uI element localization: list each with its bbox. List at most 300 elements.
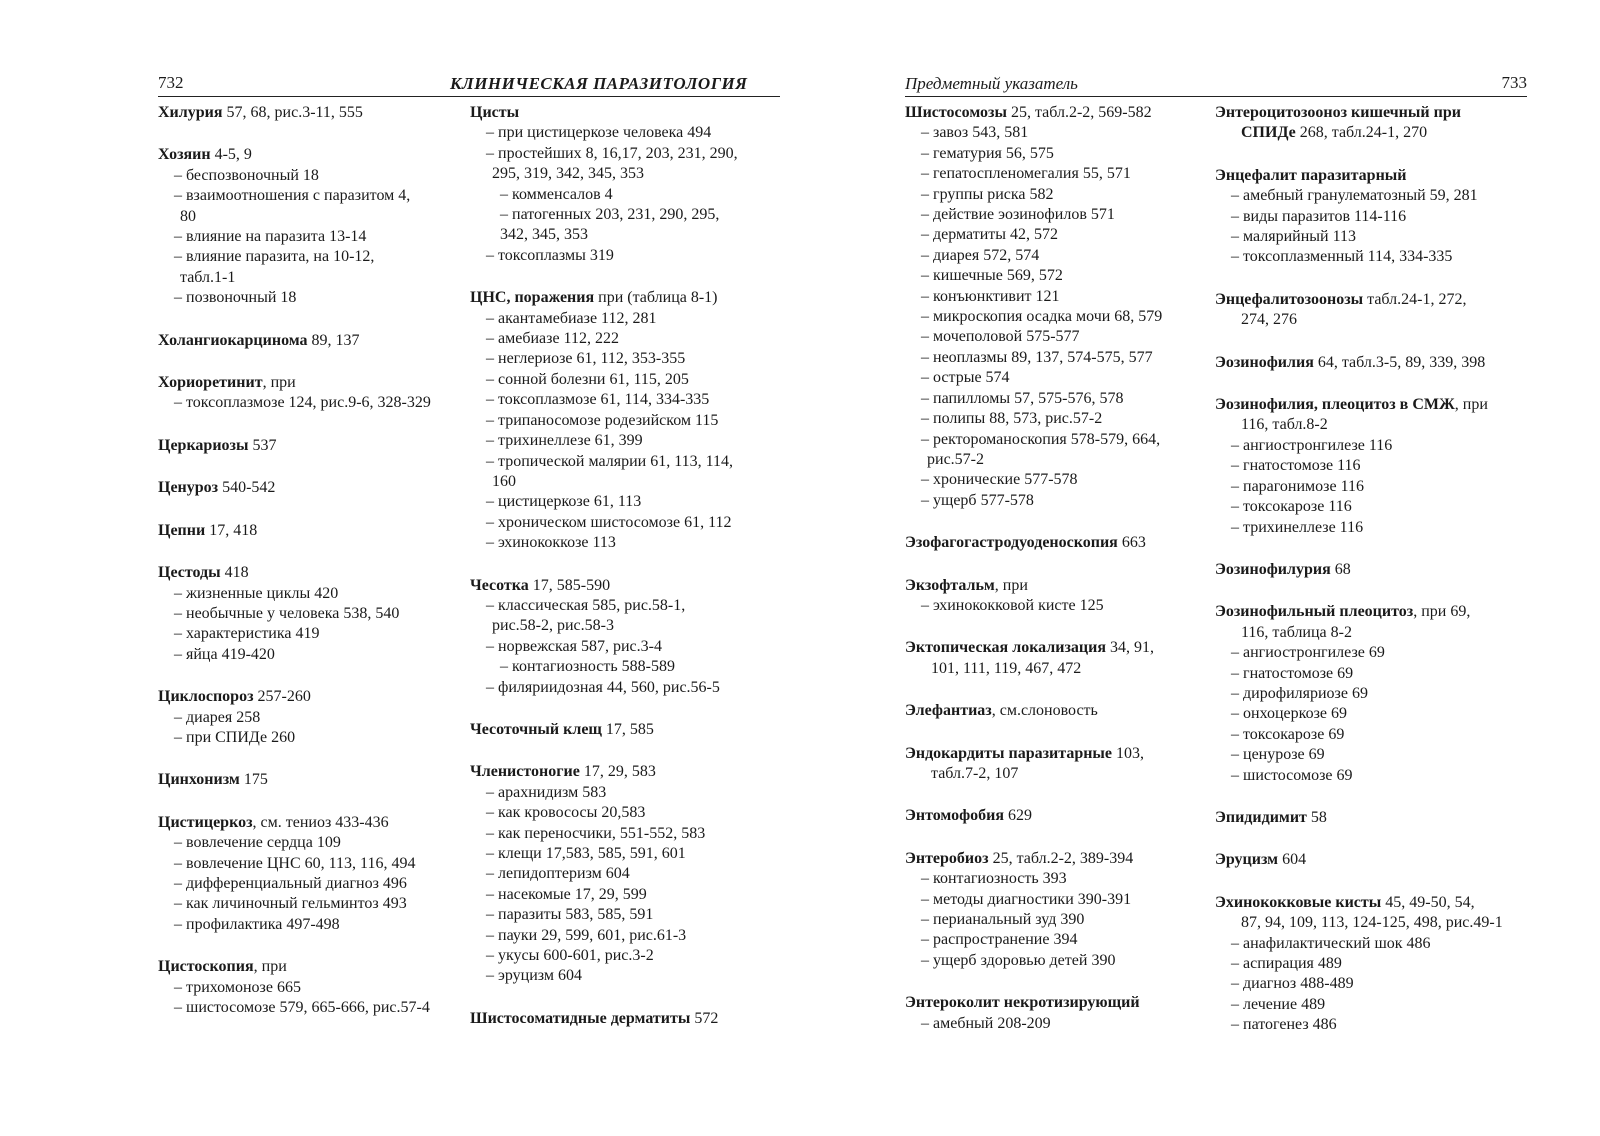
dash-marker: – (486, 926, 494, 944)
subentry-text: вовлечение ЦНС 60, 113, 116, 494 (186, 854, 416, 872)
index-locators: , при (262, 374, 296, 392)
subentry (905, 266, 1205, 286)
index-locators: , см. тениоз 433-436 (252, 813, 389, 831)
index-locators: 89, 137 (307, 331, 360, 349)
index-entry (158, 957, 458, 1018)
dash-marker: – (486, 513, 494, 531)
subentry-text: табл.1-1 (180, 268, 236, 286)
dash-marker: – (486, 309, 494, 327)
entry-heading (158, 478, 458, 498)
subentry (905, 205, 1205, 225)
subentry-text: токсокарозе 69 (1243, 725, 1345, 743)
entry-heading-continuation (905, 764, 1205, 784)
subentry-continuation (470, 472, 780, 492)
index-entry (158, 436, 458, 456)
dash-marker: – (1231, 705, 1239, 723)
dash-marker: – (1231, 934, 1239, 952)
subentry-text: как переносчики, 551-552, 583 (498, 824, 706, 842)
subentry-text: как кровососы 20,583 (498, 804, 646, 822)
index-term: Энцефалит паразитарный (1215, 166, 1407, 184)
index-locators: 268, табл.24-1, 270 (1295, 124, 1428, 142)
dash-marker: – (921, 287, 929, 305)
index-entry (1215, 850, 1527, 870)
subentry-text: дерматиты 42, 572 (933, 226, 1058, 244)
subentry-text: ректороманоскопия 578-579, 664, (933, 430, 1161, 448)
dash-marker: – (486, 452, 494, 470)
entry-heading (905, 533, 1205, 553)
entry-heading (1215, 166, 1527, 186)
dash-marker: – (174, 187, 182, 205)
entry-heading (1215, 808, 1527, 828)
subentry (905, 164, 1205, 184)
subentry-text: характеристика 419 (186, 625, 320, 643)
subentry (470, 431, 780, 451)
subentry (470, 657, 780, 677)
subentry-text: акантамебиазе 112, 281 (498, 309, 657, 327)
dash-marker: – (174, 584, 182, 602)
index-term: Шистосоматидные дерматиты (470, 1009, 691, 1027)
dash-marker: – (921, 206, 929, 224)
subentry-text: яйца 419-420 (186, 645, 275, 663)
subentry-text: патогенных 203, 231, 290, 295, (512, 206, 720, 224)
dash-marker: – (921, 308, 929, 326)
index-locators: 58 (1306, 808, 1327, 826)
dash-marker: – (486, 637, 494, 655)
subentry (158, 833, 458, 853)
subentry (470, 533, 780, 553)
index-entry (1215, 353, 1527, 373)
subentry (158, 227, 458, 247)
subentry (158, 645, 458, 665)
index-term: Энтеробиоз (905, 849, 989, 867)
subentry-text: амебиазе 112, 222 (498, 330, 619, 348)
subentry (470, 205, 780, 225)
subentry-text: трихинеллезе 116 (1243, 518, 1364, 536)
index-entry (470, 103, 780, 266)
subentry-text: парагонимозе 116 (1243, 477, 1365, 495)
dash-marker: – (174, 228, 182, 246)
subentry (1215, 766, 1527, 786)
subentry-text: завоз 543, 581 (933, 124, 1029, 142)
subentry (905, 491, 1205, 511)
entry-heading (158, 331, 458, 351)
subentry-text: гнатостомозе 116 (1243, 457, 1361, 475)
subentry (470, 370, 780, 390)
subentry (1215, 477, 1527, 497)
entry-heading-continuation (1215, 123, 1527, 143)
subentry-continuation (158, 268, 458, 288)
index-term: Энтероколит некротизирующий (905, 994, 1140, 1012)
dash-marker: – (1231, 187, 1239, 205)
index-entry (905, 103, 1205, 511)
subentry-text: группы риска 582 (933, 185, 1054, 203)
dash-marker: – (486, 124, 494, 142)
running-title: КЛИНИЧЕСКАЯ ПАРАЗИТОЛОГИЯ (450, 74, 748, 93)
subentry-text: микроскопия осадка мочи 68, 579 (933, 308, 1163, 326)
dash-marker: – (921, 226, 929, 244)
subentry-text: 295, 319, 342, 345, 353 (492, 165, 644, 183)
index-locators: 25, табл.2-2, 389-394 (988, 849, 1134, 867)
dash-marker: – (1231, 436, 1239, 454)
subentry-text: укусы 600-601, рис.3-2 (498, 947, 654, 965)
index-term: Энтероцитозооноз кишечный при (1215, 104, 1461, 121)
subentry (470, 966, 780, 986)
dash-marker: – (486, 865, 494, 883)
subentry-text: амебный гранулематозный 59, 281 (1243, 187, 1478, 205)
entry-heading (158, 373, 458, 393)
index-term: СПИДе (1241, 124, 1296, 142)
dash-marker: – (486, 144, 494, 162)
subentry (905, 1014, 1205, 1034)
index-entry (905, 533, 1205, 553)
subentry-text: токсоплазмозе 124, рис.9-6, 328-329 (186, 394, 431, 412)
dash-marker: – (1231, 975, 1239, 993)
index-locators: 87, 94, 109, 113, 124-125, 498, рис.49-1 (1241, 914, 1503, 932)
index-locators: 537 (248, 436, 277, 454)
subentry-text: амебный 208-209 (933, 1014, 1051, 1032)
subentry-continuation (470, 616, 780, 636)
dash-marker: – (486, 432, 494, 450)
index-term: Эпидидимит (1215, 808, 1307, 826)
index-term: Хилурия (158, 104, 223, 121)
subentry (470, 678, 780, 698)
entry-heading (905, 806, 1205, 826)
subentry-continuation (470, 164, 780, 184)
index-term: Членистоногие (470, 763, 580, 781)
dash-marker: – (174, 289, 182, 307)
index-locators: 629 (1004, 807, 1033, 825)
dash-marker: – (1231, 664, 1239, 682)
subentry (1215, 664, 1527, 684)
subentry-text: неглериозе 61, 112, 353-355 (498, 350, 686, 368)
index-entry (158, 373, 458, 414)
dash-marker: – (174, 166, 182, 184)
dash-marker: – (174, 978, 182, 996)
entry-heading (470, 762, 780, 782)
dash-marker: – (500, 185, 508, 203)
subentry-text: токсоплазменный 114, 334-335 (1243, 248, 1453, 266)
dash-marker: – (921, 328, 929, 346)
index-term: Эозинофилурия (1215, 560, 1331, 578)
subentry-text: гепатоспленомегалия 55, 571 (933, 165, 1131, 183)
subentry (1215, 643, 1527, 663)
dash-marker: – (174, 625, 182, 643)
dash-marker: – (921, 596, 929, 614)
dash-marker: – (174, 248, 182, 266)
subentry (1215, 934, 1527, 954)
dash-marker: – (486, 804, 494, 822)
subentry-text: ангиостронгилезе 69 (1243, 644, 1385, 662)
subentry (905, 389, 1205, 409)
subentry-text: трихинеллезе 61, 399 (498, 432, 643, 450)
dash-marker: – (921, 951, 929, 969)
subentry (905, 430, 1205, 450)
index-locators: , при (253, 958, 287, 976)
index-locators: табл.7-2, 107 (931, 764, 1019, 782)
dash-marker: – (486, 885, 494, 903)
subentry-text: эхинококковой кисте 125 (933, 596, 1104, 614)
dash-marker: – (921, 1014, 929, 1032)
dash-marker: – (1231, 725, 1239, 743)
subentry-text: дирофиляриозе 69 (1243, 684, 1368, 702)
page-number: 732 (158, 73, 184, 92)
dash-marker: – (486, 391, 494, 409)
entry-heading (905, 701, 1205, 721)
subentry (905, 287, 1205, 307)
dash-marker: – (921, 267, 929, 285)
subentry (470, 844, 780, 864)
dash-marker: – (1231, 766, 1239, 784)
subentry (905, 409, 1205, 429)
dash-marker: – (486, 947, 494, 965)
dash-marker: – (921, 369, 929, 387)
left-page-header (158, 68, 780, 97)
index-column-2 (470, 103, 780, 1051)
subentry-text: жизненные циклы 420 (186, 584, 339, 602)
subentry-text: арахнидизм 583 (498, 783, 607, 801)
subentry-text: как личиночный гельминтоз 493 (186, 895, 407, 913)
index-term: Эзофагогастродуоденоскопия (905, 534, 1118, 552)
subentry-text: рис.57-2 (927, 450, 984, 468)
subentry (158, 584, 458, 604)
subentry-text: влияние паразита, на 10-12, (186, 248, 375, 266)
dash-marker: – (486, 370, 494, 388)
dash-marker: – (921, 931, 929, 949)
index-locators: 572 (690, 1009, 719, 1027)
index-entry (158, 770, 458, 790)
index-term: Ценуроз (158, 479, 219, 497)
subentry (1215, 974, 1527, 994)
left-page (158, 68, 780, 1027)
subentry-continuation (158, 207, 458, 227)
entry-heading (905, 576, 1205, 596)
subentry (470, 513, 780, 533)
index-locators: 45, 49-50, 54, (1381, 893, 1475, 911)
subentry-text: диарея 258 (186, 708, 261, 726)
index-term: Церкариозы (158, 436, 249, 454)
entry-heading (1215, 560, 1527, 580)
dash-marker: – (174, 915, 182, 933)
dash-marker: – (1231, 995, 1239, 1013)
subentry-text: комменсалов 4 (512, 185, 613, 203)
dash-marker: – (486, 596, 494, 614)
entry-heading (158, 521, 458, 541)
subentry (470, 885, 780, 905)
index-term: Цистицеркоз (158, 813, 253, 831)
index-locators: 418 (220, 564, 249, 582)
subentry-text: рис.58-2, рис.58-3 (492, 617, 614, 635)
subentry (158, 915, 458, 935)
subentry (158, 186, 458, 206)
dash-marker: – (174, 604, 182, 622)
subentry-text: токсоплазмы 319 (498, 246, 614, 264)
dash-marker: – (486, 534, 494, 552)
index-locators: 17, 585-590 (528, 576, 611, 594)
subentry-text: дифференциальный диагноз 496 (186, 874, 407, 892)
index-locators: 101, 111, 119, 467, 472 (931, 659, 1082, 677)
subentry-text: норвежская 587, рис.3-4 (498, 637, 662, 655)
subentry (1215, 745, 1527, 765)
entry-heading-continuation (1215, 415, 1527, 435)
dash-marker: – (921, 890, 929, 908)
subentry (158, 894, 458, 914)
index-locators: 175 (239, 771, 268, 789)
dash-marker: – (921, 185, 929, 203)
index-locators: , при (1454, 396, 1488, 414)
index-entry (158, 813, 458, 935)
subentry-text: позвоночный 18 (186, 289, 297, 307)
index-term: Эозинофилия (1215, 353, 1314, 371)
index-term: Эндокардиты паразитарные (905, 744, 1113, 762)
subentry-text: хронические 577-578 (933, 471, 1078, 489)
subentry (470, 596, 780, 616)
index-entry (158, 103, 458, 123)
subentry-text: патогенез 486 (1243, 1016, 1337, 1034)
subentry-text: перианальный зуд 390 (933, 911, 1085, 928)
index-entry (470, 1009, 780, 1029)
dash-marker: – (486, 906, 494, 924)
right-page (905, 68, 1527, 1034)
subentry-text: гнатостомозе 69 (1243, 664, 1354, 682)
entry-heading-continuation (1215, 913, 1527, 933)
index-term: Элефантиаз (905, 702, 992, 720)
index-entry (158, 331, 458, 351)
subentry (158, 874, 458, 894)
dash-marker: – (486, 783, 494, 801)
subentry-text: простейших 8, 16,17, 203, 231, 290, (498, 144, 738, 162)
index-term: Цепни (158, 521, 206, 539)
subentry (158, 978, 458, 998)
subentry (1215, 247, 1527, 267)
index-entry (158, 521, 458, 541)
subentry-text: контагиозность 393 (933, 870, 1067, 888)
dash-marker: – (486, 493, 494, 511)
dash-marker: – (921, 430, 929, 448)
subentry (1215, 497, 1527, 517)
dash-marker: – (921, 165, 929, 183)
dash-marker: – (500, 658, 508, 676)
subentry-text: ценурозе 69 (1243, 746, 1325, 764)
subentry (905, 930, 1205, 950)
subentry (1215, 995, 1527, 1015)
subentry (470, 824, 780, 844)
subentry-text: мочеполовой 575-577 (933, 328, 1080, 346)
index-term: Чесотка (470, 576, 529, 594)
subentry (470, 946, 780, 966)
index-term: Цисты (470, 104, 520, 121)
dash-marker: – (500, 206, 508, 224)
index-locators: 68 (1330, 560, 1351, 578)
dash-marker: – (174, 999, 182, 1016)
dash-marker: – (921, 870, 929, 888)
subentry (470, 390, 780, 410)
entry-heading (905, 993, 1205, 1013)
subentry-text: диагноз 488-489 (1243, 975, 1354, 993)
index-locators: 257-260 (253, 688, 311, 706)
index-locators: , при (994, 576, 1028, 594)
index-entry (905, 638, 1205, 679)
subentry-text: при цистицеркозе человека 494 (498, 124, 712, 142)
subentry-text: цистицеркозе 61, 113 (498, 493, 642, 511)
dash-marker: – (1231, 955, 1239, 972)
subentry (1215, 725, 1527, 745)
index-column-1 (905, 103, 1205, 1056)
subentry-text: 80 (180, 207, 196, 225)
subentry-text: тропической малярии 61, 113, 114, (498, 452, 734, 470)
index-locators: , при 69, (1413, 603, 1471, 621)
dash-marker: – (174, 708, 182, 726)
subentry (470, 926, 780, 946)
subentry-continuation (470, 225, 780, 245)
dash-marker: – (921, 348, 929, 366)
subentry (1215, 186, 1527, 206)
subentry-continuation (905, 450, 1205, 470)
subentry-text: беспозвоночный 18 (186, 166, 319, 184)
subentry (905, 910, 1205, 930)
subentry-text: ущерб 577-578 (933, 491, 1034, 509)
subentry (470, 123, 780, 143)
index-locators: табл.24-1, 272, (1363, 290, 1467, 308)
index-locators: 17, 418 (205, 521, 258, 539)
entry-heading (470, 103, 780, 123)
subentry-text: диарея 572, 574 (933, 246, 1040, 264)
entry-heading-continuation (1215, 310, 1527, 330)
subentry (158, 998, 458, 1018)
index-term: Хозяин (158, 146, 211, 164)
subentry (158, 854, 458, 874)
dash-marker: – (174, 895, 182, 913)
index-entry (1215, 290, 1527, 331)
entry-heading (158, 145, 458, 165)
index-term: Эхинококковые кисты (1215, 893, 1382, 911)
index-entry (1215, 808, 1527, 828)
subentry (905, 144, 1205, 164)
dash-marker: – (174, 834, 182, 852)
dash-marker: – (486, 246, 494, 264)
entry-heading (158, 770, 458, 790)
dash-marker: – (1231, 498, 1239, 516)
index-term: Эозинофилия, плеоцитоз в СМЖ (1215, 396, 1455, 414)
index-locators: 57, 68, рис.3-11, 555 (222, 104, 363, 121)
index-entry (905, 849, 1205, 971)
subentry-text: 342, 345, 353 (500, 226, 588, 244)
subentry-text: эруцизм 604 (498, 967, 582, 985)
subentry (905, 185, 1205, 205)
entry-heading (158, 813, 458, 833)
entry-heading (158, 103, 458, 123)
subentry-text: шистосомозе 579, 665-666, рис.57-4 (186, 999, 430, 1016)
index-locators: при (таблица 8-1) (594, 289, 718, 307)
entry-heading (158, 563, 458, 583)
subentry (1215, 684, 1527, 704)
subentry (1215, 518, 1527, 538)
subentry (1215, 436, 1527, 456)
index-locators: 64, табл.3-5, 89, 339, 398 (1313, 353, 1486, 371)
dash-marker: – (1231, 684, 1239, 702)
subentry (905, 246, 1205, 266)
subentry-text: распространение 394 (933, 931, 1078, 949)
index-locators: 17, 29, 583 (579, 763, 656, 781)
subentry (905, 368, 1205, 388)
subentry (158, 247, 458, 267)
subentry (158, 393, 458, 413)
index-term: Цестоды (158, 564, 221, 582)
index-entry (905, 576, 1205, 617)
dash-marker: – (921, 911, 929, 928)
subentry-text: ущерб здоровью детей 390 (933, 951, 1116, 969)
index-locators: 604 (1278, 851, 1307, 869)
entry-heading (1215, 353, 1527, 373)
